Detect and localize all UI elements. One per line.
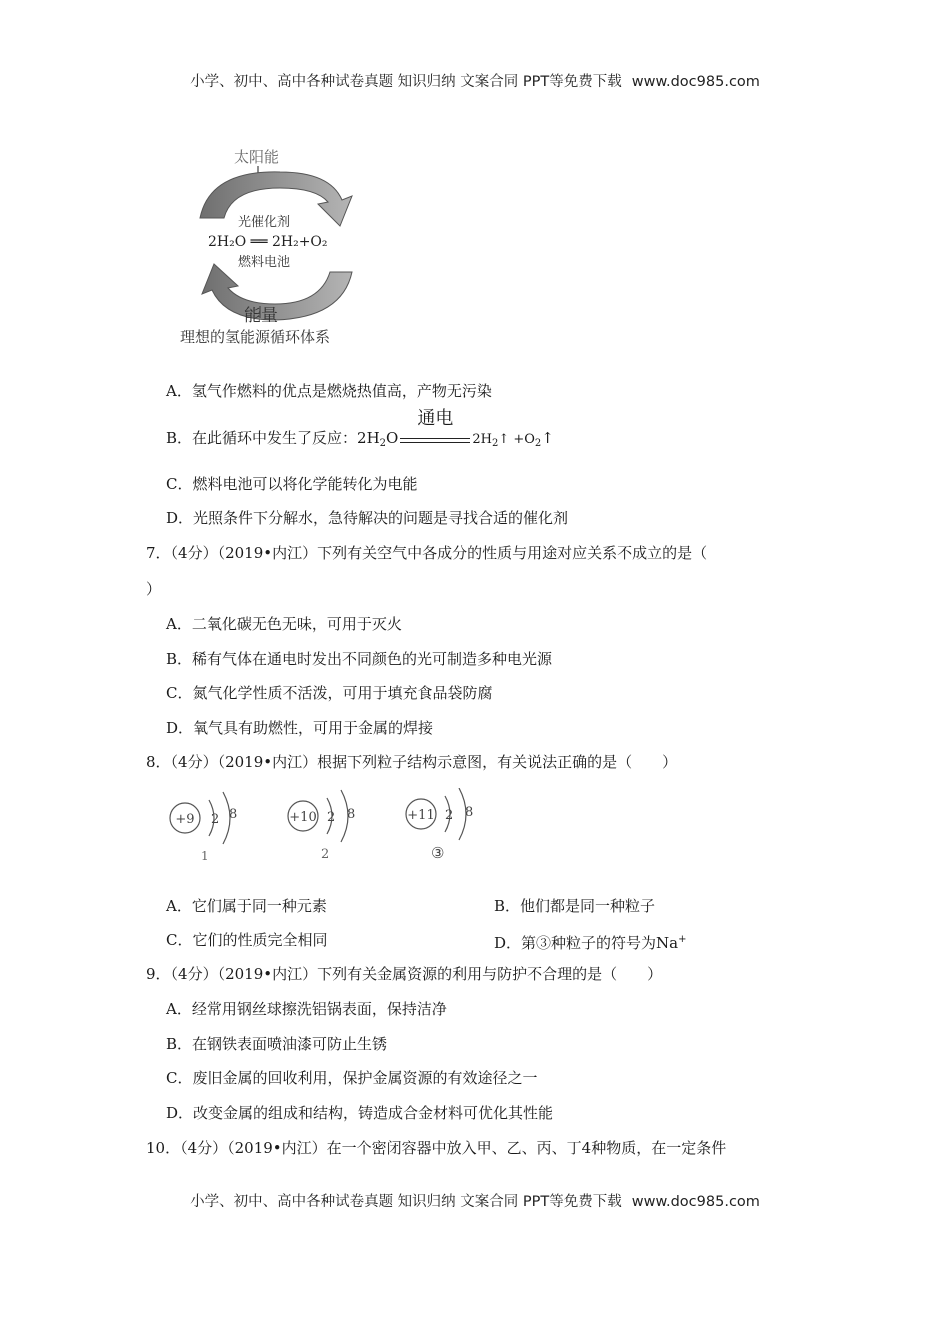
footer-url[interactable]: www.doc985.com bbox=[631, 1194, 760, 1210]
q6b-sub3: 2 bbox=[534, 438, 542, 449]
q6-option-a: A．氢气作燃料的优点是燃烧热值高，产物无污染 bbox=[166, 382, 492, 400]
page-header bbox=[0, 70, 950, 91]
q8-option-c: C．它们的性质完全相同 bbox=[166, 931, 328, 949]
q6b-end: ↑ bbox=[541, 429, 554, 447]
q9-option-c: C．废旧金属的回收利用，保护金属资源的有效途径之一 bbox=[166, 1069, 538, 1087]
q7-stem: 7．（4分）（2019•内江）下列有关空气中各成分的性质与用途对应关系不成立的是（ bbox=[146, 544, 708, 562]
particle-label: 2 bbox=[321, 847, 330, 862]
nucleus-charge: +9 bbox=[175, 812, 195, 827]
particle-label: 1 bbox=[201, 849, 209, 863]
q8-stem: 8．（4分）（2019•内江）根据下列粒子结构示意图，有关说法正确的是（ ） bbox=[146, 753, 678, 771]
q8-option-b: B．他们都是同一种粒子 bbox=[494, 897, 656, 915]
q8d-sup: + bbox=[678, 934, 687, 945]
q9-option-a: A．经常用钢丝球擦洗铝锅表面，保持洁净 bbox=[166, 1000, 447, 1018]
q6b-mid3: ↑ +O bbox=[498, 432, 535, 447]
particle-3 bbox=[406, 788, 473, 862]
particle-1 bbox=[170, 792, 237, 863]
q6b-sub2: 2 bbox=[491, 438, 499, 449]
shell1-electrons: 2 bbox=[327, 810, 336, 825]
label-equation: 2H₂O ══ 2H₂+O₂ bbox=[208, 234, 328, 250]
nucleus-charge: +10 bbox=[289, 810, 317, 825]
q9-stem: 9．（4分）（2019•内江）下列有关金属资源的利用与防护不合理的是（ ） bbox=[146, 965, 663, 983]
page-footer bbox=[0, 1190, 950, 1211]
q7-option-b: B．稀有气体在通电时发出不同颜色的光可制造多种电光源 bbox=[166, 650, 553, 668]
header-text: 小学、初中、高中各种试卷真题 知识归纳 文案合同 PPT等免费下载 bbox=[190, 74, 622, 90]
shell2-electrons: 8 bbox=[465, 805, 474, 820]
q9-option-b: B．在钢铁表面喷油漆可防止生锈 bbox=[166, 1035, 388, 1053]
q7-option-d: D．氧气具有助燃性，可用于金属的焊接 bbox=[166, 719, 434, 737]
q7-option-c: C．氮气化学性质不活泼，可用于填充食品袋防腐 bbox=[166, 684, 493, 702]
q6-option-c: C．燃料电池可以将化学能转化为电能 bbox=[166, 475, 418, 493]
q6-option-d: D．光照条件下分解水，急待解决的问题是寻找合适的催化剂 bbox=[166, 509, 569, 527]
q6-option-b bbox=[166, 408, 554, 455]
q6b-prefix: B．在此循环中发生了反应：2H bbox=[166, 429, 380, 447]
header-url[interactable]: www.doc985.com bbox=[631, 74, 760, 90]
q6b-sub1: 2 bbox=[379, 438, 387, 449]
condition-text: 通电 bbox=[417, 408, 454, 429]
shell1-electrons: 2 bbox=[445, 808, 454, 823]
q8-option-d bbox=[494, 929, 687, 954]
q9-option-d: D．改变金属的组成和结构，铸造成合金材料可优化其性能 bbox=[166, 1104, 554, 1122]
reaction-condition bbox=[400, 408, 470, 450]
label-fuel-cell: 燃料电池 bbox=[238, 255, 291, 270]
particle-diagrams bbox=[165, 788, 495, 868]
label-catalyst: 光催化剂 bbox=[238, 215, 291, 230]
q8d-text: D．第③种粒子的符号为Na bbox=[494, 934, 679, 952]
footer-text: 小学、初中、高中各种试卷真题 知识归纳 文案合同 PPT等免费下载 bbox=[190, 1194, 622, 1210]
q8-option-a: A．它们属于同一种元素 bbox=[166, 897, 327, 915]
q7-option-a: A．二氧化碳无色无味，可用于灭火 bbox=[166, 615, 402, 633]
nucleus-charge: +11 bbox=[407, 808, 435, 823]
shell2-electrons: 8 bbox=[347, 807, 356, 822]
q7-stem-cont: ） bbox=[146, 580, 162, 598]
q6b-mid1: O bbox=[386, 429, 399, 447]
q10-stem: 10．（4分）（2019•内江）在一个密闭容器中放入甲、乙、丙、丁4种物质，在一定条件 bbox=[146, 1139, 727, 1157]
hydrogen-cycle-figure bbox=[180, 140, 380, 350]
particle-2 bbox=[288, 790, 355, 862]
q6b-mid2: 2H bbox=[472, 432, 492, 447]
shell2-electrons: 8 bbox=[229, 807, 238, 822]
particle-label: ③ bbox=[431, 844, 445, 862]
label-energy: 能量 bbox=[244, 306, 278, 326]
label-solar: 太阳能 bbox=[234, 148, 280, 166]
shell1-electrons: 2 bbox=[211, 812, 220, 827]
figure-caption: 理想的氢能源循环体系 bbox=[180, 328, 331, 346]
